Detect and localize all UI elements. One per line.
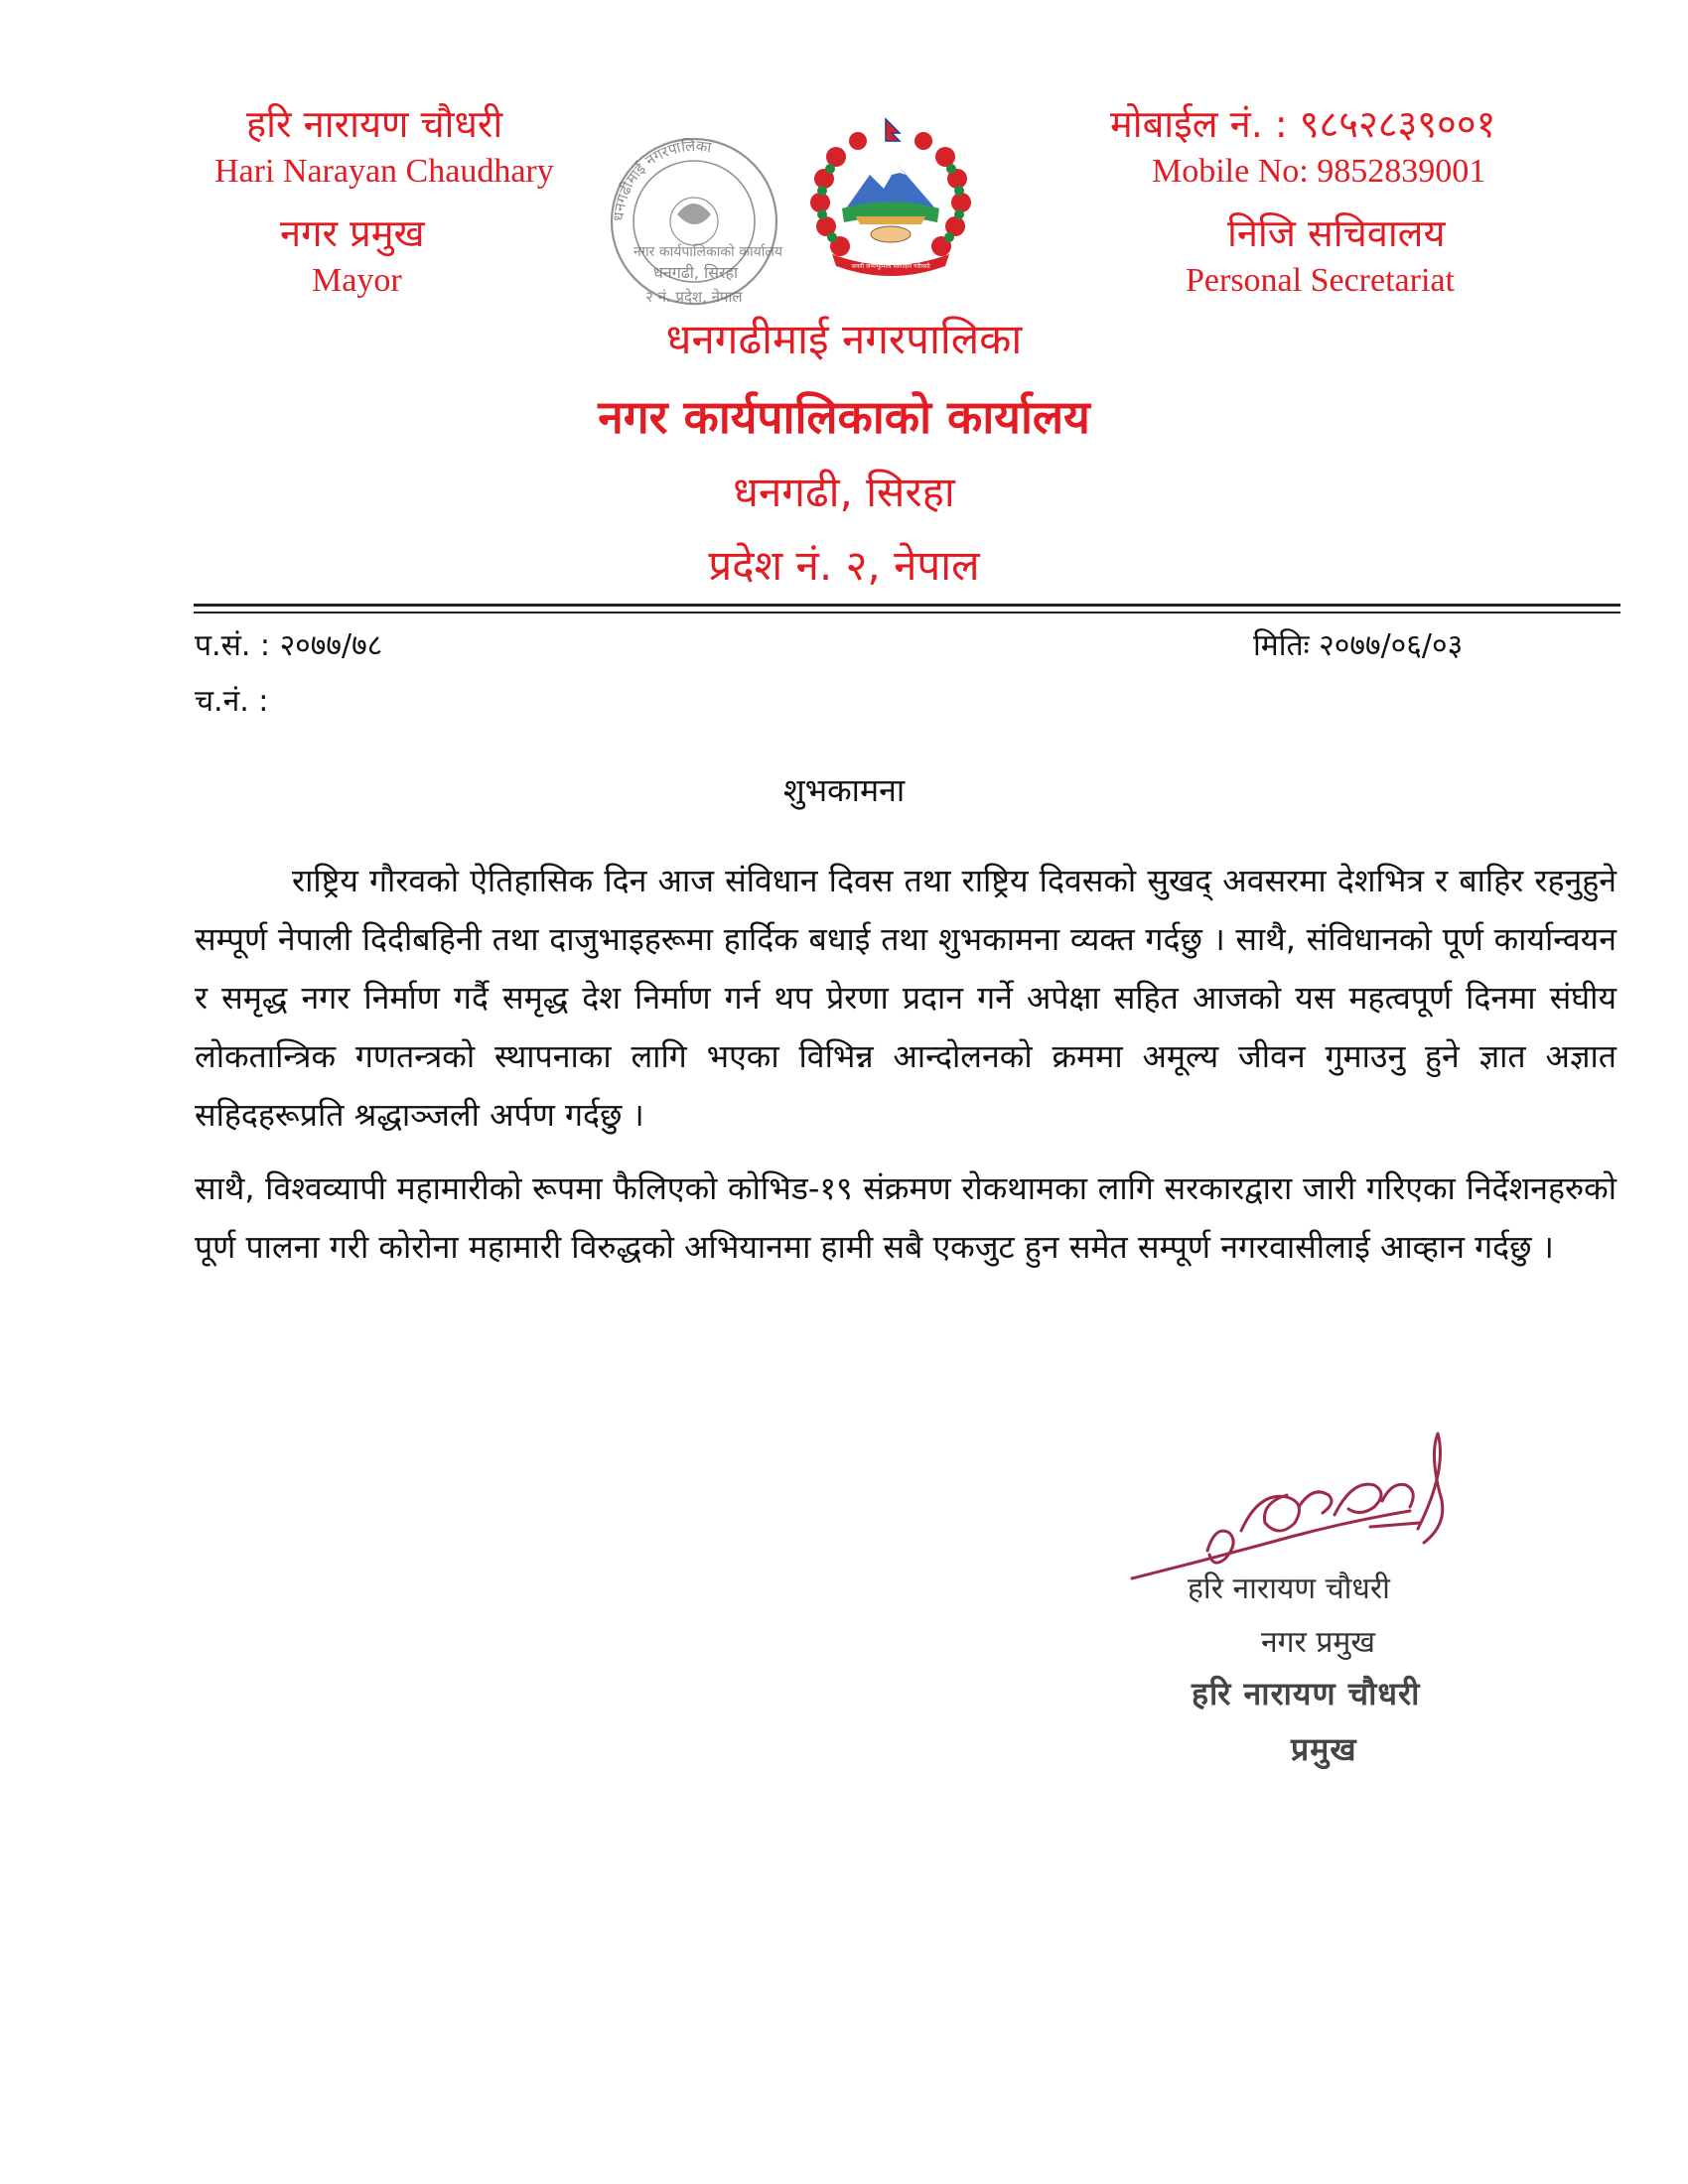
dispatch-number: च.नं. : [195, 684, 269, 719]
stamp-line-1: धनगढीमाई नगरपालिका [609, 136, 713, 222]
letter-date: मितिः २०७७/०६/०३ [1253, 628, 1464, 663]
mayor-title-english: Mayor [312, 262, 402, 299]
emblem-caption: जननी जन्मभूमिश्च स्वर्गादपि गरीयसी [851, 263, 930, 270]
mayor-name-english: Hari Narayan Chaudhary [214, 153, 554, 190]
reference-number: प.सं. : २०७७/७८ [195, 628, 383, 663]
body-paragraph-1-text: राष्ट्रिय गौरवको ऐतिहासिक दिन आज संविधान दिवस तथा राष्ट्रिय दिवसको सुखद् अवसरमा देशभित्र र बाहिर रहनुहुने सम्पूर्ण नेपाली दिदीबहिनी तथा दाजुभाइहरूमा हार्दिक बधाई तथा शुभकामना व्यक्त गर्दछु । साथै, संविधानको पूर्ण कार्यान्वयन र समृद्ध नगर निर्माण गर्दै समृद्ध देश निर्माण गर्न थप प्रेरणा प्रदान गर्ने अपेक्षा सहित आजको यस महत्वपूर्ण दिनमा संघीय लोकतान्त्रिक गणतन्त्रको स्थापनाका लागि भएका विभिन्न आन्दोलनको क्रममा अमूल्य जीवन गुमाउनु हुने ज्ञात अज्ञात सहिदहरूप्रति श्रद्धाञ्जली अर्पण गर्दछु । [195, 862, 1617, 1134]
personal-secretariat-english: Personal Secretariat [1186, 262, 1455, 299]
mobile-number-english: Mobile No: 9852839001 [1152, 153, 1486, 190]
stamp-line-3: धनगढी, सिरहा [653, 263, 739, 282]
signatory-name: हरि नारायण चौधरी [1188, 1571, 1390, 1606]
mobile-number-nepali: मोबाईल नं. : ९८५२८३९००१ [1110, 102, 1496, 146]
header-rule-bottom [194, 612, 1620, 614]
office-name: नगर कार्यपालिकाको कार्यालय [598, 390, 1090, 444]
municipality-round-stamp [594, 107, 794, 312]
office-address: धनगढी, सिरहा [733, 468, 955, 516]
subject-heading: शुभकामना [782, 771, 906, 809]
stamp-line-4: २ नं. प्रदेश, नेपाल [645, 288, 743, 306]
header-rule-top [194, 604, 1620, 607]
province-country: प्रदेश नं. २, नेपाल [708, 541, 980, 590]
body-paragraph-2 [195, 1160, 1617, 1277]
body-paragraph-2-text: साथै, विश्वव्यापी महामारीको रूपमा फैलिएको कोभिड-१९ संक्रमण रोकथामका लागि सरकारद्वारा जारी गरिएका निर्देशनहरुको पूर्ण पालना गरी कोरोना महामारी विरुद्धको अभियानमा हामी सबै एकजुट हुन समेत सम्पूर्ण नगरवासीलाई आव्हान गर्दछु । [195, 1169, 1617, 1266]
body-paragraph-1 [195, 852, 1617, 1145]
stamp-line-2: नगर कार्यपालिकाको कार्यालय [633, 244, 782, 260]
signature-stamp-title: प्रमुख [1291, 1730, 1357, 1768]
personal-secretariat-nepali: निजि सचिवालय [1227, 211, 1446, 255]
mayor-title-nepali: नगर प्रमुख [280, 211, 425, 255]
mayor-name-nepali: हरि नारायण चौधरी [246, 102, 503, 146]
nepal-emblem-icon [806, 117, 975, 276]
signatory-title: नगर प्रमुख [1261, 1625, 1375, 1660]
municipality-name: धनगढीमाई नगरपालिका [665, 315, 1023, 363]
signature-stamp-name: हरि नारायण चौधरी [1192, 1675, 1421, 1712]
